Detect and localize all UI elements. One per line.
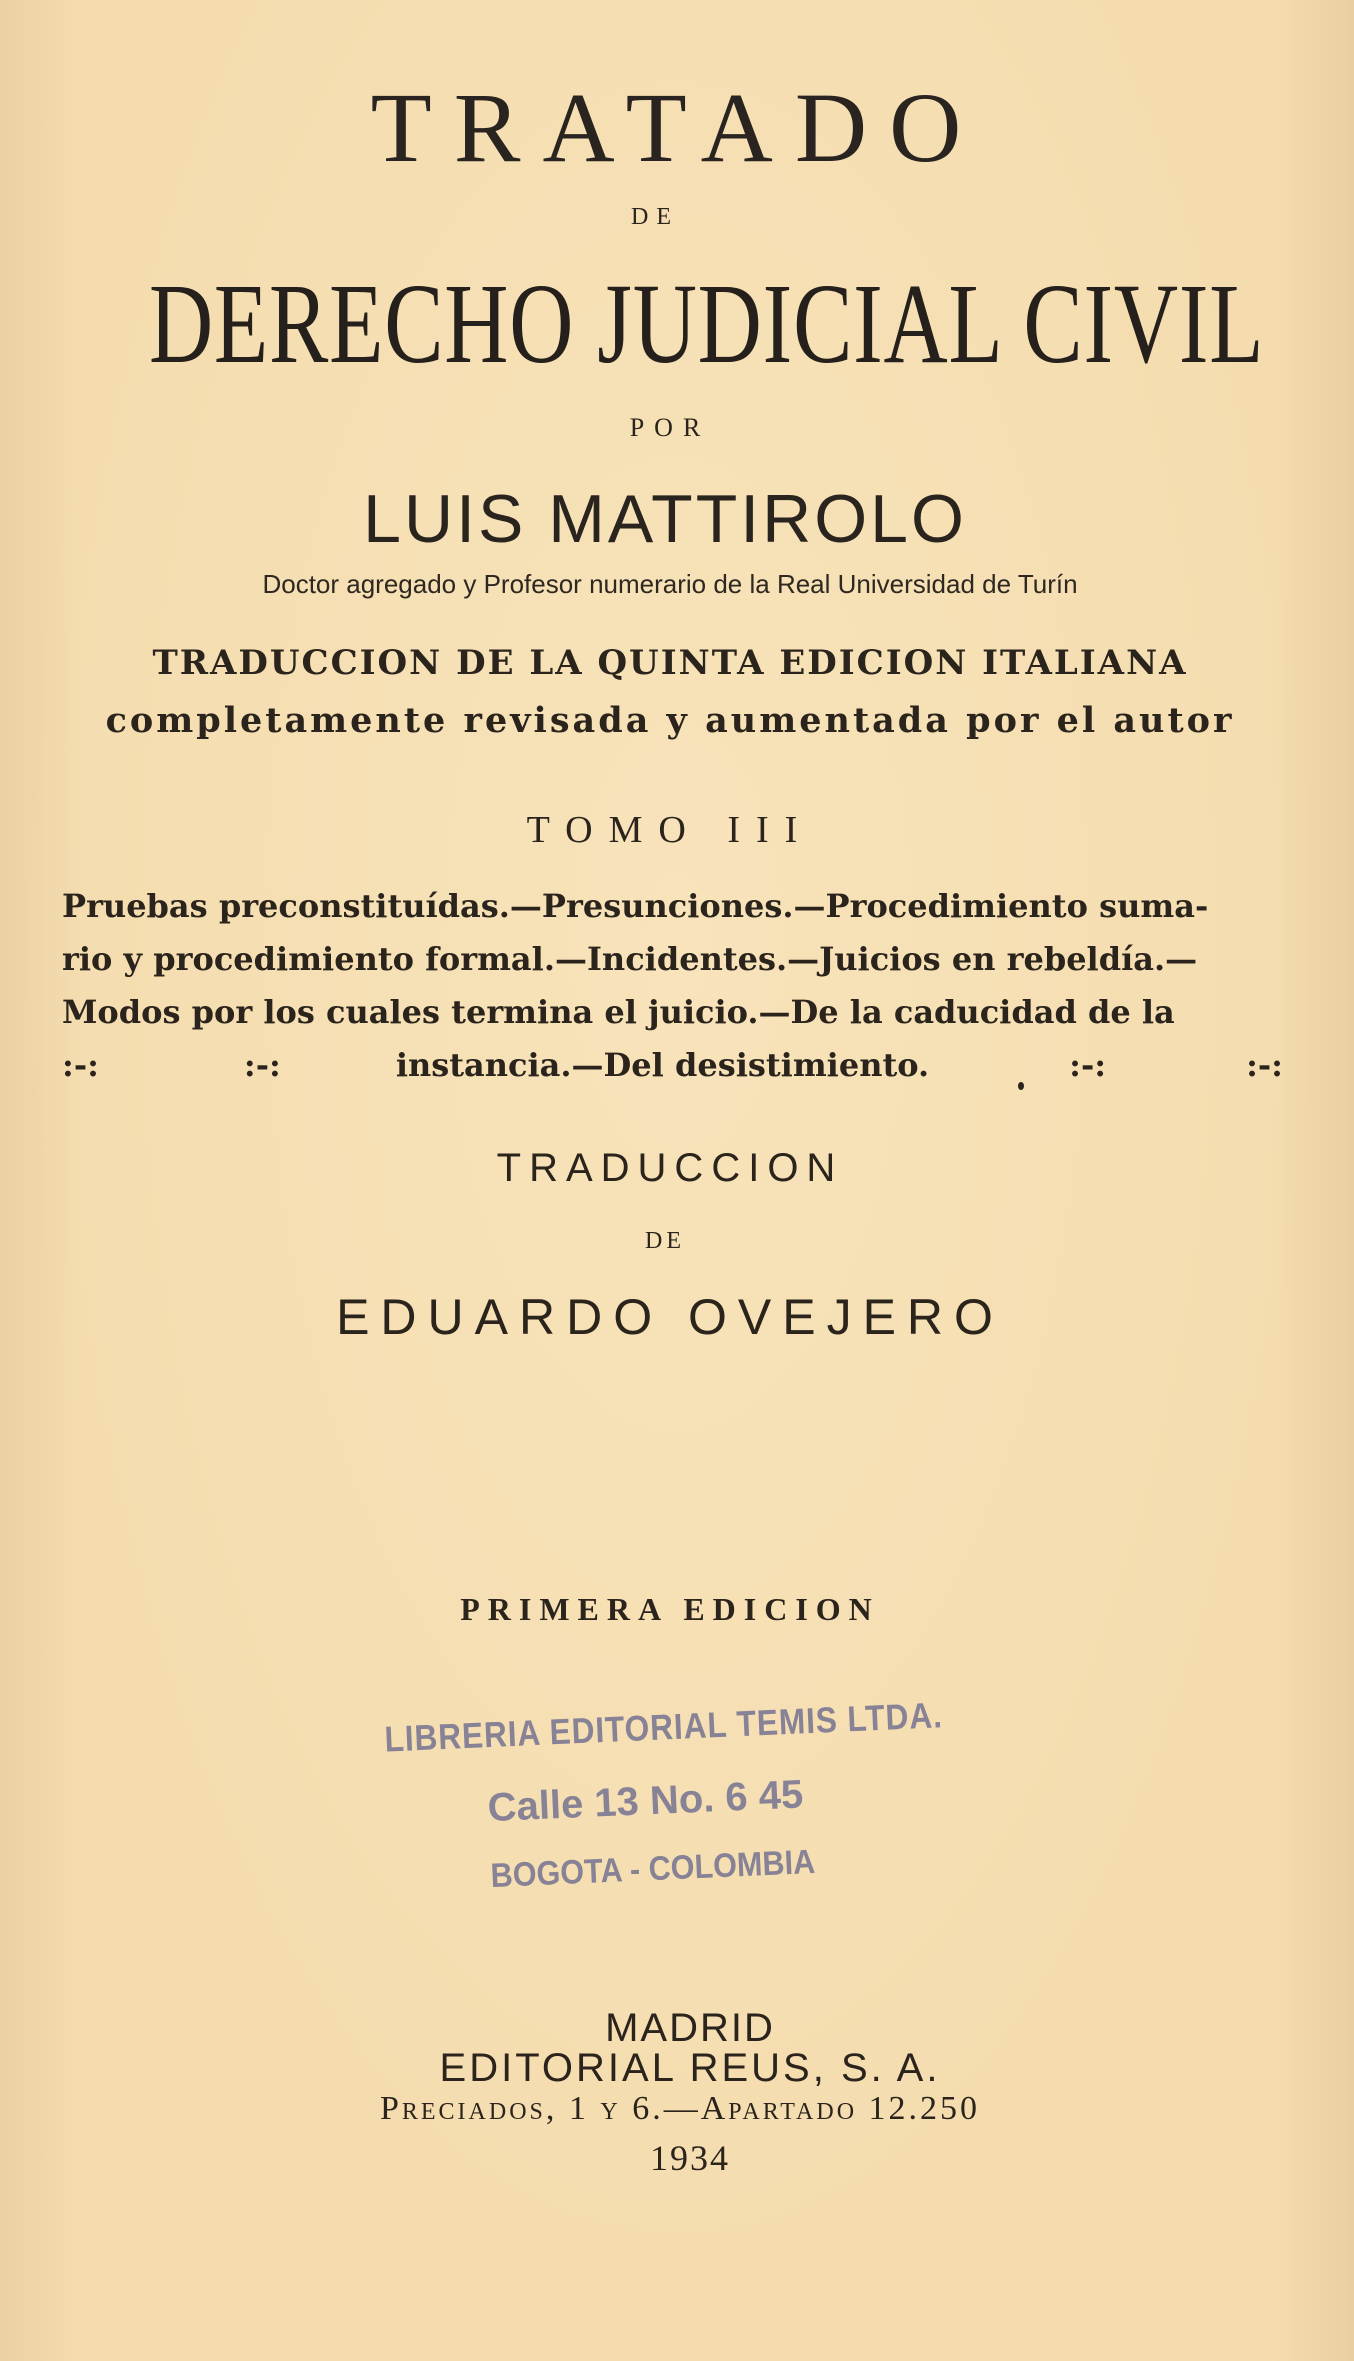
contents-line-4-text: instancia.—Del desistimiento. (395, 1046, 930, 1084)
de-connector-2: DE (645, 1228, 685, 1254)
stamp-line-3: BOGOTA - COLOMBIA (489, 1842, 816, 1896)
book-main-title: DERECHO JUDICIAL CIVIL (148, 260, 1265, 387)
ornament-separator: :-: (62, 1046, 99, 1084)
volume-contents (62, 880, 1292, 1092)
de-connector: DE (631, 204, 679, 230)
stamp-line-1: LIBRERIA EDITORIAL TEMIS LTDA. (383, 1694, 944, 1760)
stamp-line-2: Calle 13 No. 6 45 (486, 1772, 805, 1831)
ornament-separator: :-: (1246, 1046, 1283, 1084)
volume-number: TOMO III (526, 809, 814, 851)
publisher-name: EDITORIAL REUS, S. A. (439, 2046, 941, 2090)
ornament-separator: :-: (1069, 1046, 1107, 1084)
contents-line-2: rio y procedimiento formal.—Incidentes.—Juicios en rebeldía.— (62, 940, 1198, 978)
author-description: Doctor agregado y Profesor numerario de la Real Universidad de Turín (262, 569, 1078, 599)
publisher-address: Preciados, 1 y 6.—Apartado 12.250 (379, 2090, 981, 2127)
translation-note-line-1: TRADUCCION DE LA QUINTA EDICION ITALIANA (152, 643, 1188, 683)
ink-dot (1018, 1082, 1024, 1090)
contents-line-3: Modos por los cuales termina el juicio.—De la caducidad de la (62, 993, 1175, 1031)
book-title-tratado: TRATADO (370, 72, 984, 183)
publication-city: MADRID (605, 2006, 775, 2050)
edition-label: PRIMERA EDICION (460, 1591, 880, 1627)
translation-label: TRADUCCION (496, 1146, 844, 1190)
translation-note-line-2: completamente revisada y aumentada por el autor (105, 700, 1235, 741)
publication-year: 1934 (650, 2138, 730, 2178)
por-label: POR (629, 413, 711, 442)
contents-line-1: Pruebas preconstituídas.—Presunciones.—Procedimiento suma- (62, 887, 1209, 925)
contents-line-4 (62, 1039, 1292, 1092)
bookseller-stamp (384, 1692, 1013, 1929)
translator-name: EDUARDO OVEJERO (336, 1289, 1004, 1345)
ornament-separator: :-: (243, 1046, 281, 1084)
author-name: LUIS MATTIROLO (363, 481, 967, 557)
